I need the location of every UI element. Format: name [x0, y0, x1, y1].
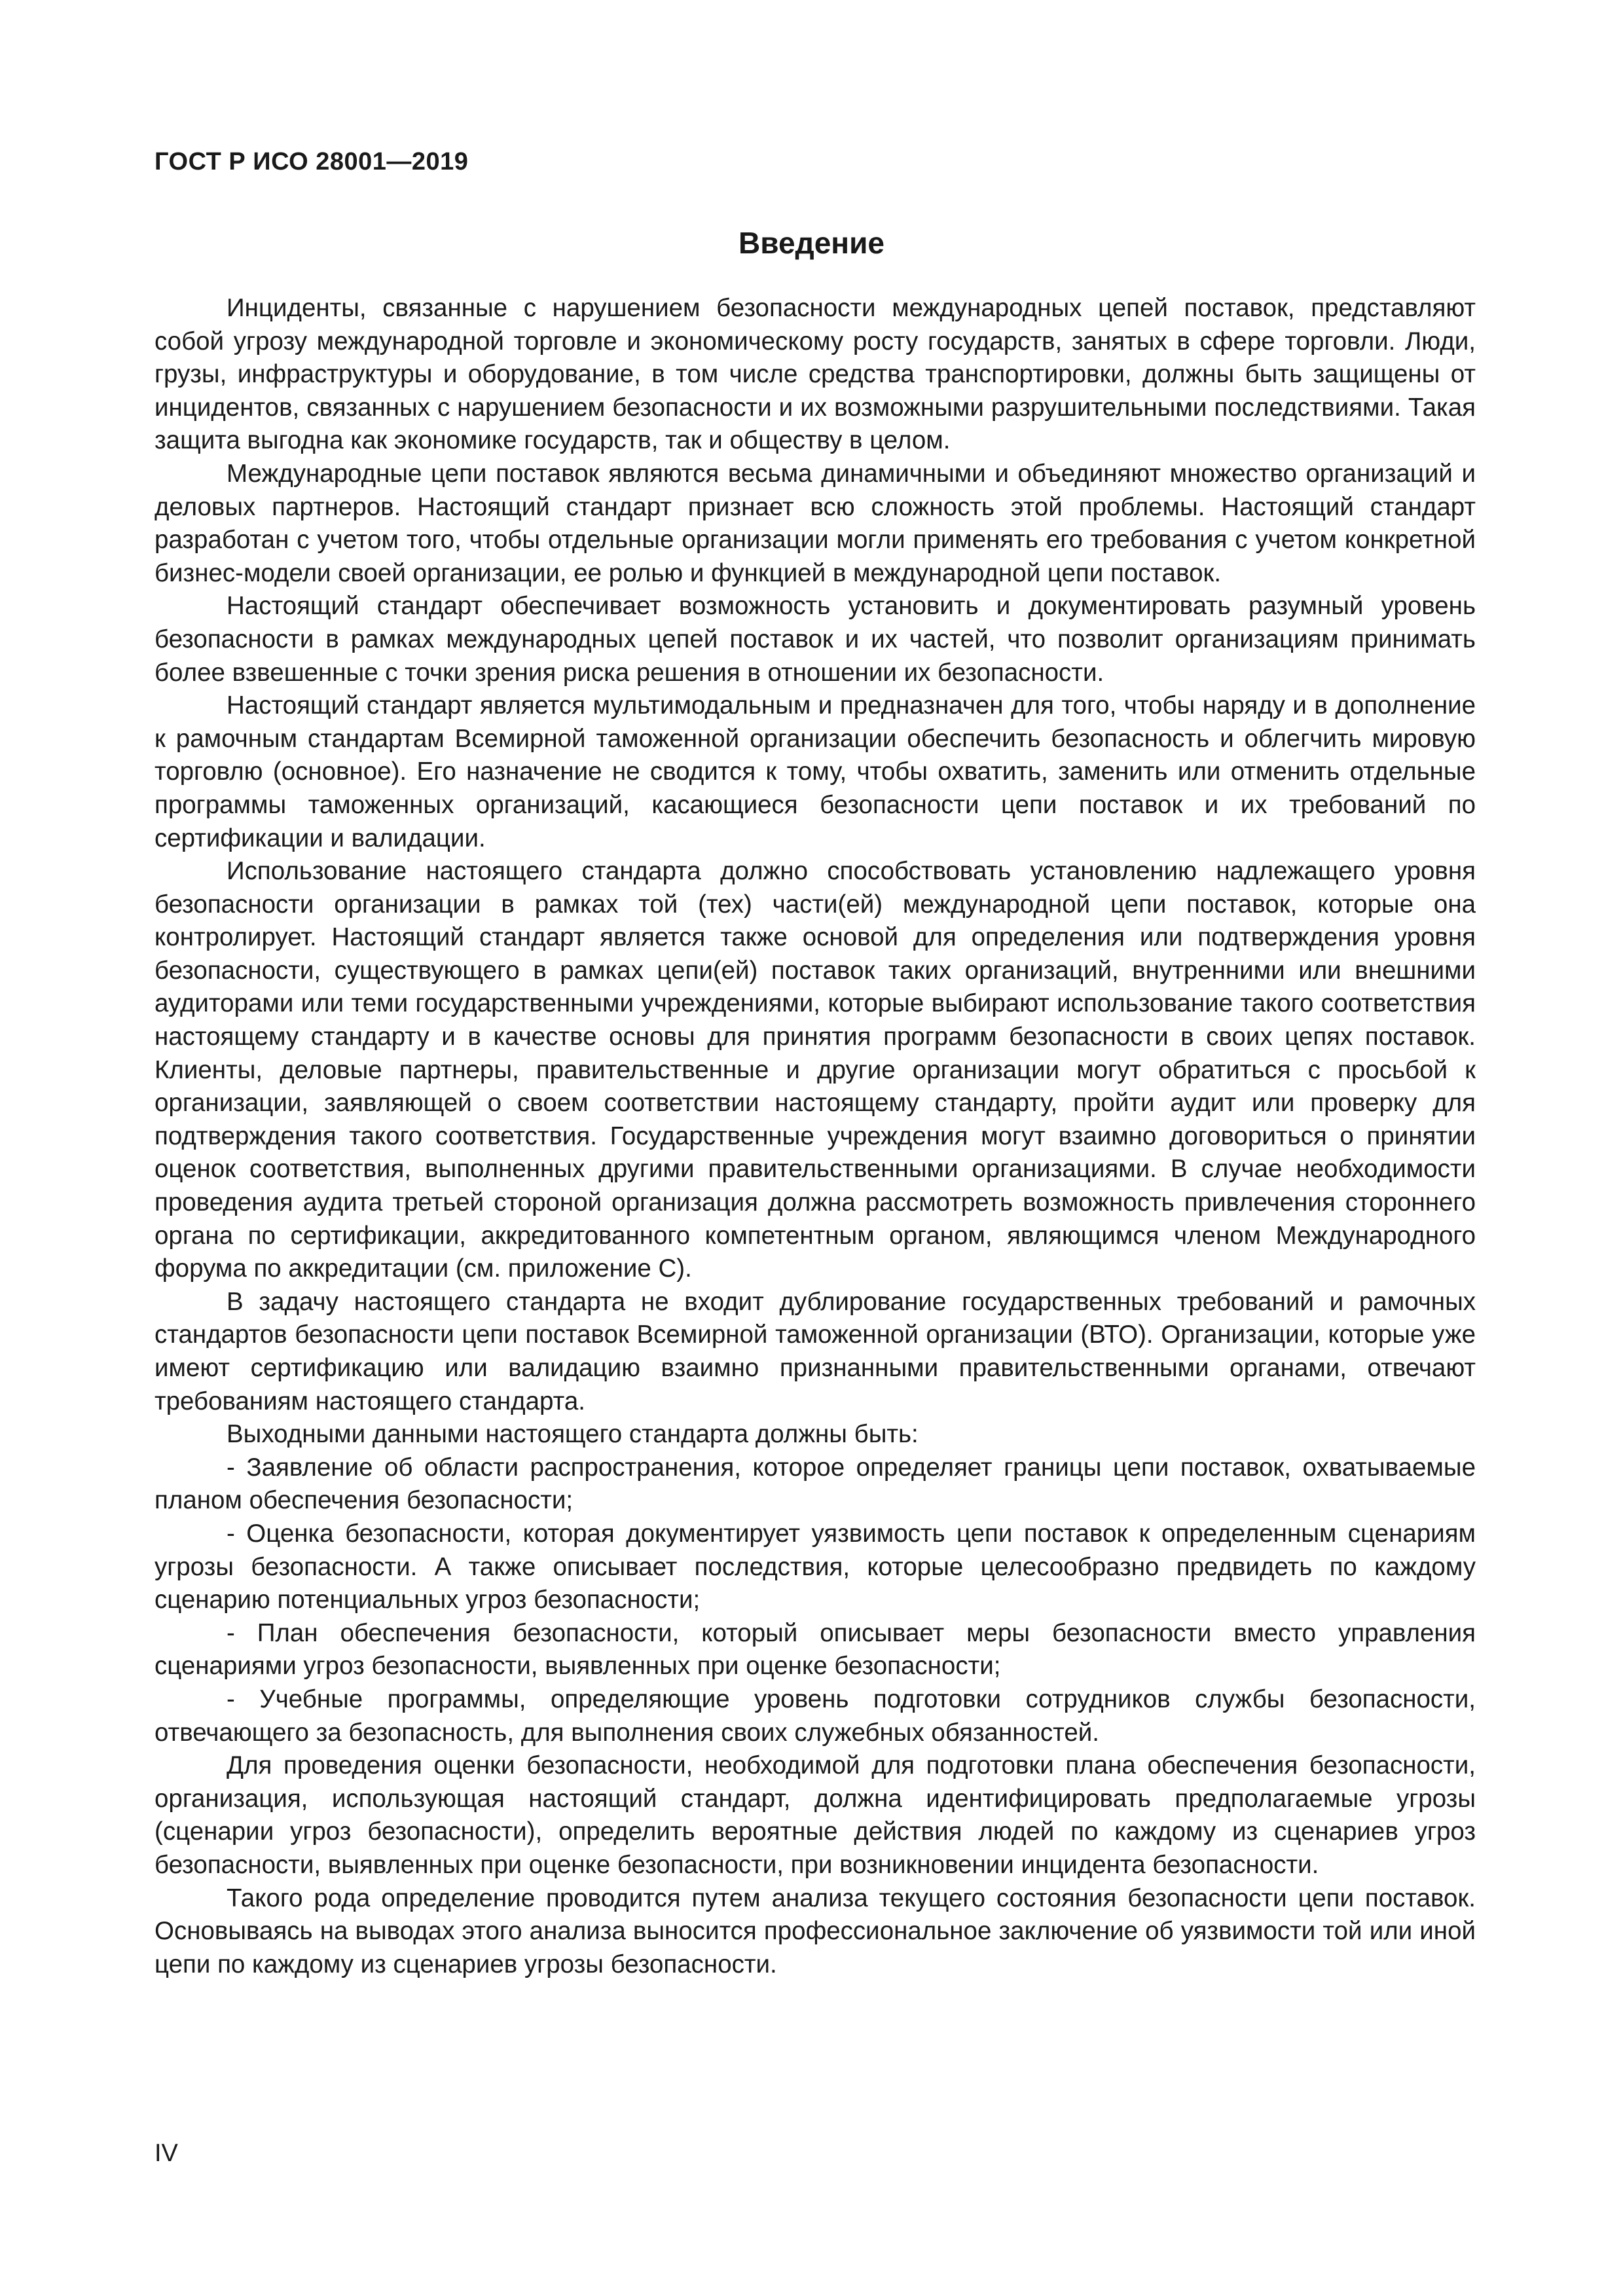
- paragraph-5: Использование настоящего стандарта должно способствовать установлению надлежащего уровня безопасности организации в рамках той (тех) части(ей) международной цепи поставок, которые она контролирует. Настоящий стандарт является также основой для определения или подтверждения уровня безопасности, существующего в рамках цепи(ей) поставок таких организаций, внутренними или внешними аудиторами или теми государственными учреждениями, которые выбирают использование такого соответствия настоящему стандарту и в качестве основы для принятия программ безопасности в своих цепях поставок. Клиенты, деловые партнеры, правительственные и другие организации могут обратиться с просьбой к организации, заявляющей о своем соответствии настоящему стандарту, пройти аудит или проверку для подтверждения такого соответствия. Государственные учреждения могут взаимно договориться о принятии оценок соответствия, выполненных другими правительственными организациями. В случае необходимости проведения аудита третьей стороной организация должна рассмотреть возможность привлечения стороннего органа по сертификации, аккредитованного компетентным органом, являющимся членом Международного форума по аккредитации (см. приложение С).: [155, 857, 1476, 1283]
- list-item-training: - Учебные программы, определяющие уровень подготовки сотрудников службы безопасности, отвечающего за безопасность, для выполнения своих служебных обязанностей.: [155, 1685, 1476, 1747]
- page-number: IV: [155, 2140, 178, 2167]
- paragraph-9: Такого рода определение проводится путем анализа текущего состояния безопасности цепи поставок. Основываясь на выводах этого анализа выносится профессиональное заключение об уязвимости той или иной цепи по каждому из сценариев угрозы безопасности.: [155, 1884, 1476, 1978]
- body-text: [155, 292, 1476, 1981]
- paragraph-8: Для проведения оценки безопасности, необходимой для подготовки плана обеспечения безопасности, организация, использующая настоящий стандарт, должна идентифицировать предполагаемые угрозы (сценарии угроз безопасности), определить вероятные действия людей по каждому из сценариев угроз безопасности, выявленных при оценке безопасности, при возникновении инцидента безопасности.: [155, 1751, 1476, 1879]
- paragraph-4: Настоящий стандарт является мультимодальным и предназначен для того, чтобы наряду и в дополнение к рамочным стандартам Всемирной таможенной организации обеспечить безопасность и облегчить мировую торговлю (основное). Его назначение не сводится к тому, чтобы охватить, заменить или отменить отдельные программы таможенных организаций, касающиеся безопасности цепи поставок и их требований по сертификации и валидации.: [155, 691, 1476, 852]
- paragraph-6: В задачу настоящего стандарта не входит дублирование государственных требований и рамочных стандартов безопасности цепи поставок Всемирной таможенной организации (ВТО). Организации, которые уже имеют сертификацию или валидацию взаимно признанными правительственными органами, отвечают требованиям настоящего стандарта.: [155, 1287, 1476, 1415]
- list-item-assessment: - Оценка безопасности, которая документирует уязвимость цепи поставок к определенным сценариям угрозы безопасности. А также описывает последствия, которые целесообразно предвидеть по каждому сценарию потенциальных угроз безопасности;: [155, 1519, 1476, 1614]
- paragraph-2: Международные цепи поставок являются весьма динамичными и объединяют множество организаций и деловых партнеров. Настоящий стандарт признает всю сложность этой проблемы. Настоящий стандарт разработан с учетом того, чтобы отдельные организации могли применять его требования с учетом конкретной бизнес-модели своей организации, ее ролью и функцией в международной цепи поставок.: [155, 459, 1476, 587]
- section-title: Введение: [739, 226, 884, 260]
- list-item-scope: - Заявление об области распространения, которое определяет границы цепи поставок, охватываемые планом обеспечения безопасности;: [155, 1453, 1476, 1515]
- list-item-plan: - План обеспечения безопасности, который описывает меры безопасности вместо управления сценариями угроз безопасности, выявленных при оценке безопасности;: [155, 1618, 1476, 1681]
- document-code: ГОСТ Р ИСО 28001—2019: [155, 148, 469, 175]
- paragraph-3: Настоящий стандарт обеспечивает возможность установить и документировать разумный уровень безопасности в рамках международных цепей поставок и их частей, что позволит организациям принимать более взвешенные с точки зрения риска решения в отношении их безопасности.: [155, 592, 1476, 687]
- paragraph-1: Инциденты, связанные с нарушением безопасности международных цепей поставок, представляют собой угрозу международной торговле и экономическому росту государств, занятых в сфере торговли. Люди, грузы, инфраструктуры и оборудование, в том числе средства транспортировки, должны быть защищены от инцидентов, связанных с нарушением безопасности и их возможными разрушительными последствиями. Такая защита выгодна как экономике государств, так и обществу в целом.: [155, 294, 1476, 455]
- paragraph-7: Выходными данными настоящего стандарта должны быть:: [227, 1420, 919, 1449]
